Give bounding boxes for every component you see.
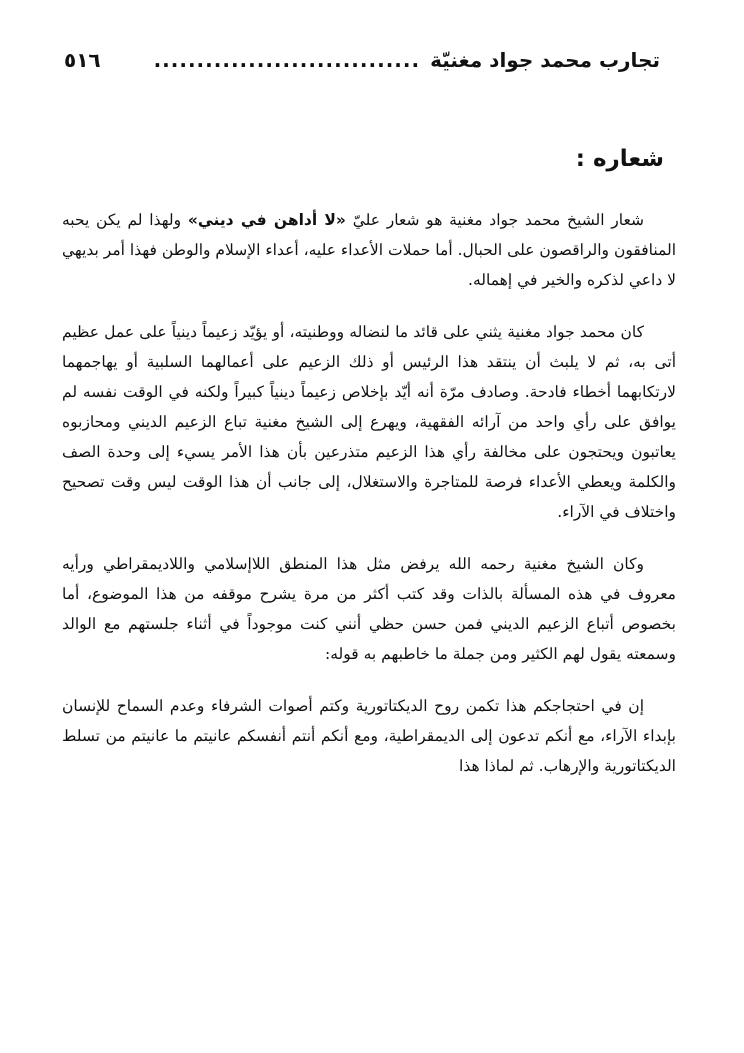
page-number: ٥١٦	[64, 48, 101, 72]
paragraph-2: كان محمد جواد مغنية يثني على قائد ما لنضاله ووطنيته، أو يؤيّد زعيماً دينياً على عمل عظيم أتى به، ثم لا يلبث أن ينتقد هذا الرئيس أو ذلك الزعيم على أعمالهما السلبية أو يهاجمهما لارتكابهما أخطاء فادحة. وصادف مرّة أنه أيّد بإخلاص زعيماً دينياً كبيراً ولكنه في الوقت نفسه لم يوافق على رأي واحد من آرائه الفقهية، ويهرع إلى الشيخ مغنية تباع الزعيم الديني ومحازبوه يعاتبون ويحتجون على مخالفة رأي هذا الزعيم متذرعين بأن هذا الأمر يسيء إلى وحدة الصف والكلمة ويعطي الأعداء فرصة للمتاجرة والاستغلال، إلى جانب أن هذا الوقت ليس وقت تصحيح واختلاف في الآراء.	[62, 323, 676, 521]
paragraph-1	[62, 205, 676, 295]
paragraph-1-end: ولهذا لم يكن يحبه المنافقون والراقصون على الحبال. أما حملات الأعداء عليه، أعداء الإسلام والوطن فهذا أمر بديهي لا داعي لذكره والخير في إهماله.	[62, 211, 676, 289]
body-text	[62, 205, 676, 803]
slogan-quote: «لا أداهن في ديني»	[187, 211, 346, 229]
running-head	[64, 40, 660, 80]
paragraph-3: وكان الشيخ مغنية رحمه الله يرفض مثل هذا المنطق اللاإسلامي واللاديمقراطي ورأيه معروف في هذه المسألة بالذات وقد كتب أكثر من مرة يشرح موقفه من هذا الموضوع، أما بخصوص أتباع الزعيم الديني فمن حسن حظي أنني كنت موجوداً في أثناء جلستهم مع الوالد وسمعته يقول لهم الكثير ومن جملة ما خاطبهم به قوله:	[62, 555, 676, 663]
paragraph-4: إن في احتجاجكم هذا تكمن روح الديكتاتورية وكتم أصوات الشرفاء وعدم السماح للإنسان بإبداء الآراء، مع أنكم تدعون إلى الديمقراطية، ومع أنكم أنتم أنفسكم عانيتم ما عانيتم من تسلط الديكتاتورية والإرهاب. ثم لماذا هذا	[62, 697, 676, 775]
section-heading: شعاره :	[575, 146, 664, 172]
leader-dots: ...............................	[153, 48, 421, 72]
paragraph-1-start: شعار الشيخ محمد جواد مغنية هو شعار عليّ	[345, 211, 644, 229]
book-title: تجارب محمد جواد مغنيّة	[430, 48, 660, 72]
